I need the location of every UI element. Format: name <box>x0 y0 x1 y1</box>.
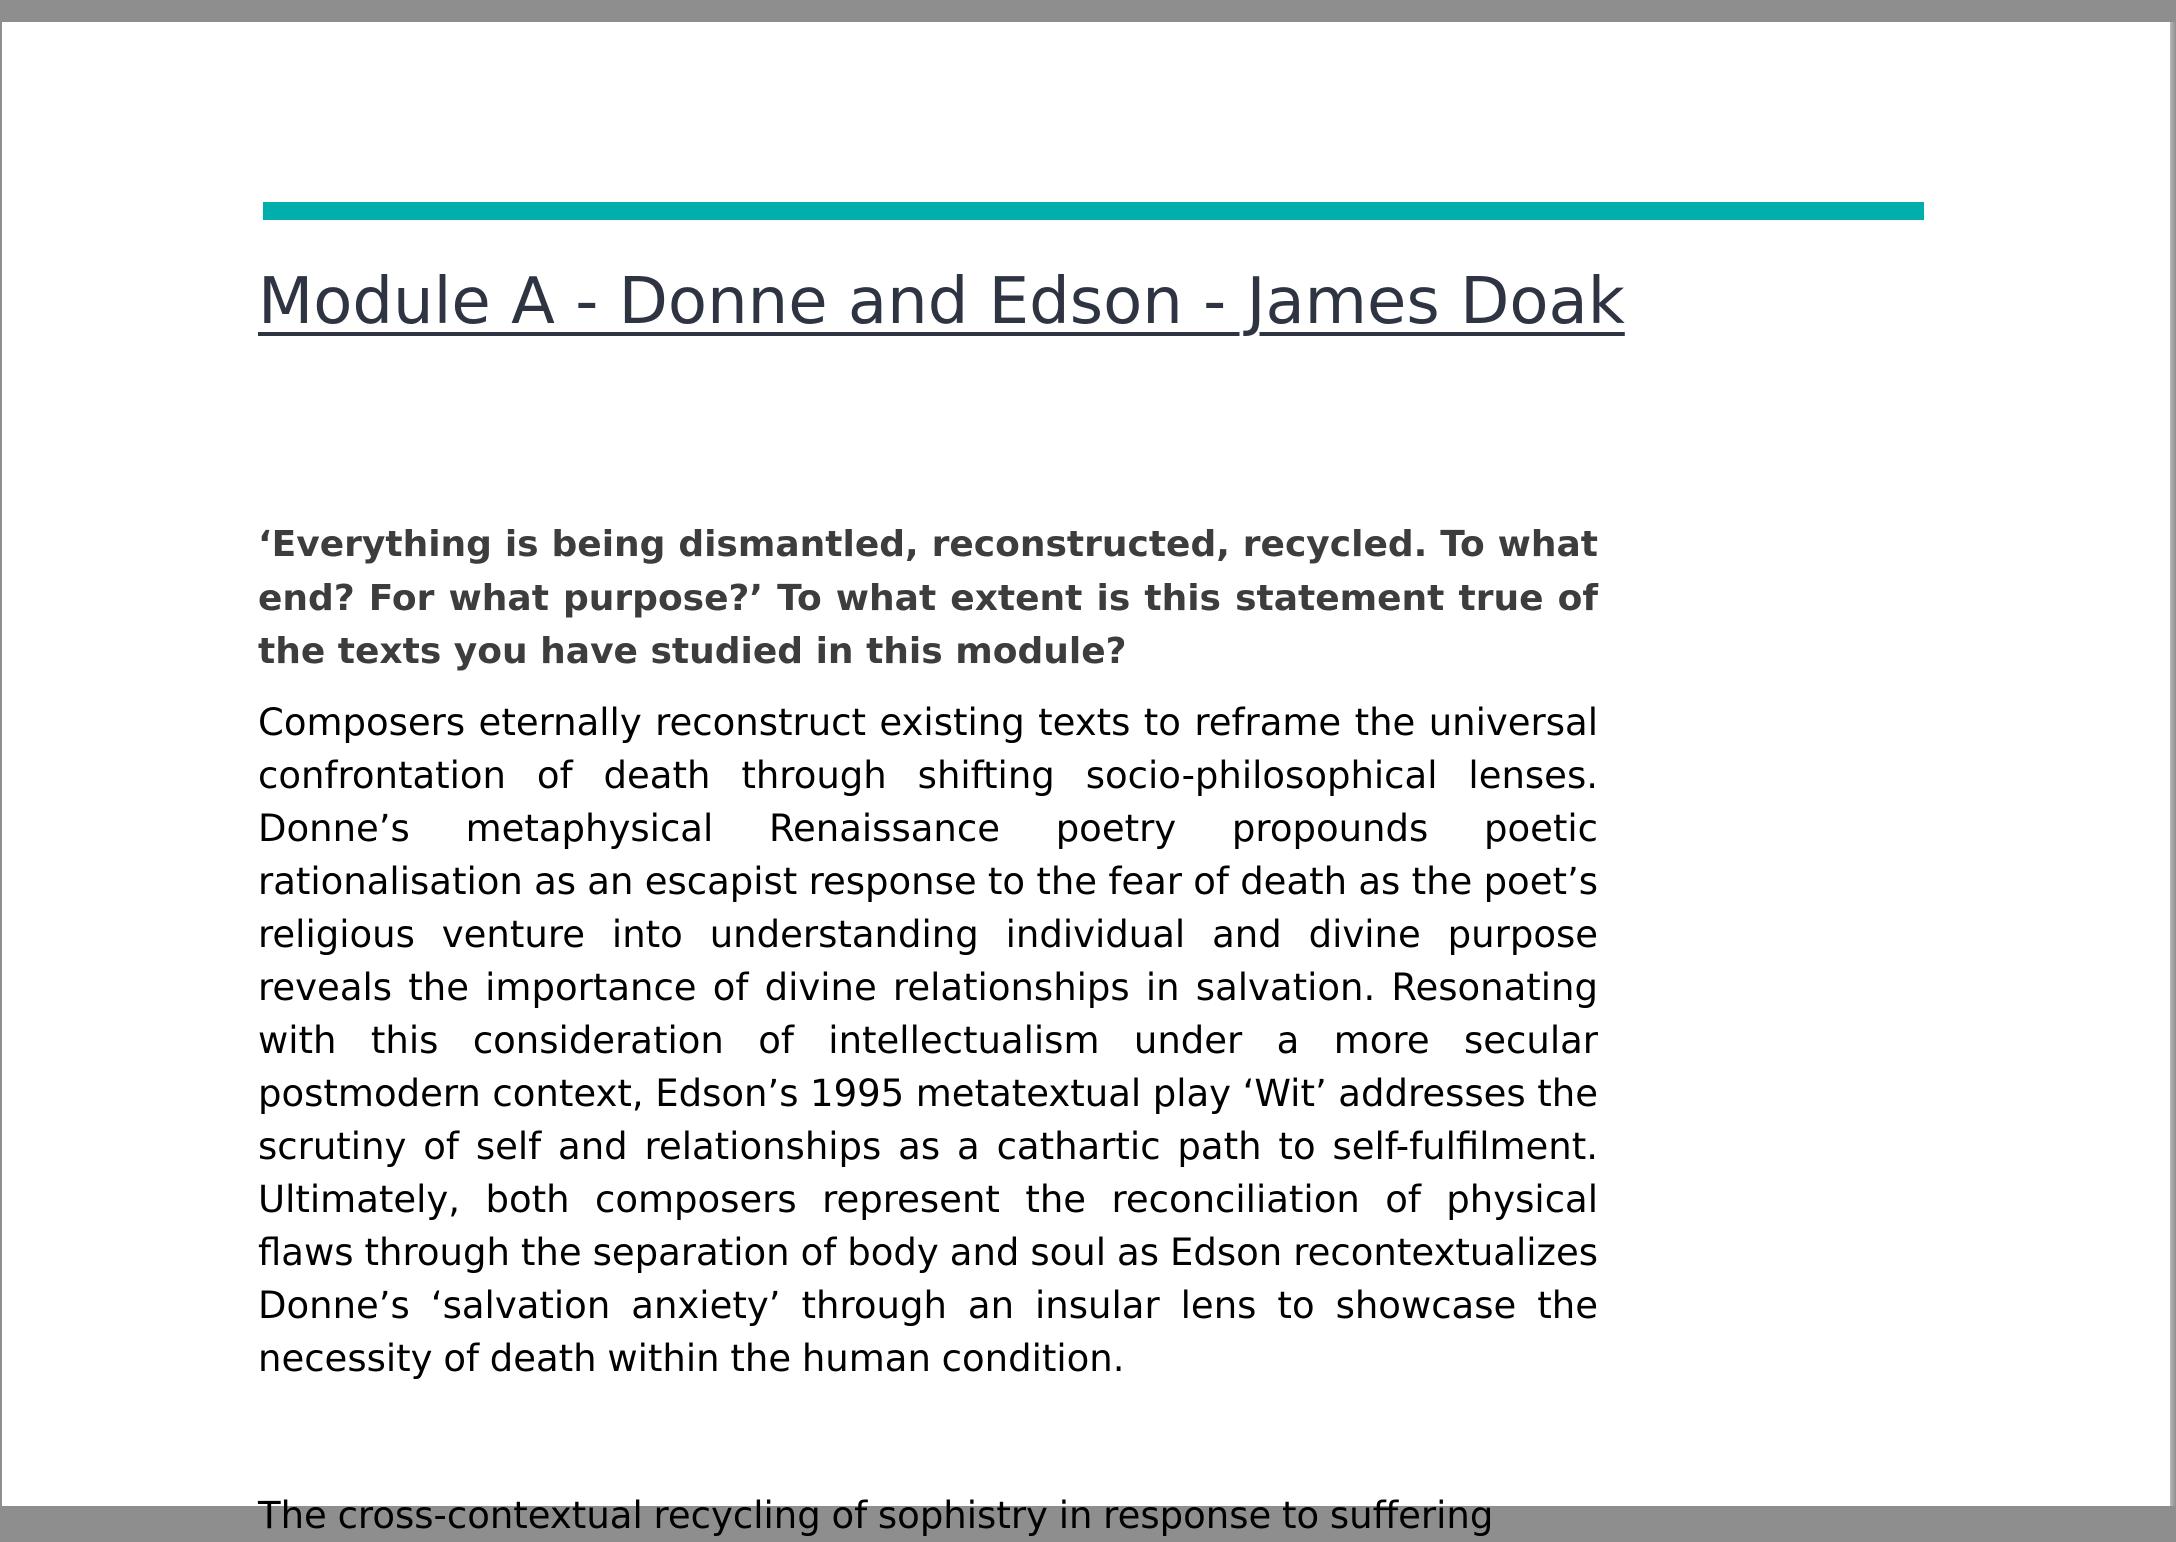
body-paragraph-2: The cross-contextual recycling of sophistry in response to suffering <box>258 1494 1494 1537</box>
essay-question: ‘Everything is being dismantled, reconstructed, recycled. To what end? For what purpose?’ To what extent is this statement true of the texts you have studied in this module? <box>258 524 1598 672</box>
document-page <box>2 22 2170 1537</box>
page-edge-shadow <box>2170 22 2176 1506</box>
body-paragraph-1: Composers eternally reconstruct existing texts to reframe the universal confrontation of death through shifting socio-philosophical lenses. Donne’s metaphysical Renaissance poetry propounds poetic rationalisation as an escapist response to the fear of death as the poet’s religious venture into understanding individual and divine purpose reveals the importance of divine relationships in salvation. Resonating with this consideration of intellectualism under a more secular postmodern context, Edson’s 1995 metatextual play ‘Wit’ addresses the scrutiny of self and relationships as a cathartic path to self-fulfilment. Ultimately, both composers represent the reconciliation of physical flaws through the separation of body and soul as Edson recontextualizes Donne’s ‘salvation anxiety’ through an insular lens to showcase the necessity of death within the human condition. <box>258 701 1598 1380</box>
accent-bar <box>263 202 1924 220</box>
document-title: Module A - Donne and Edson - James Doak <box>258 265 1625 339</box>
